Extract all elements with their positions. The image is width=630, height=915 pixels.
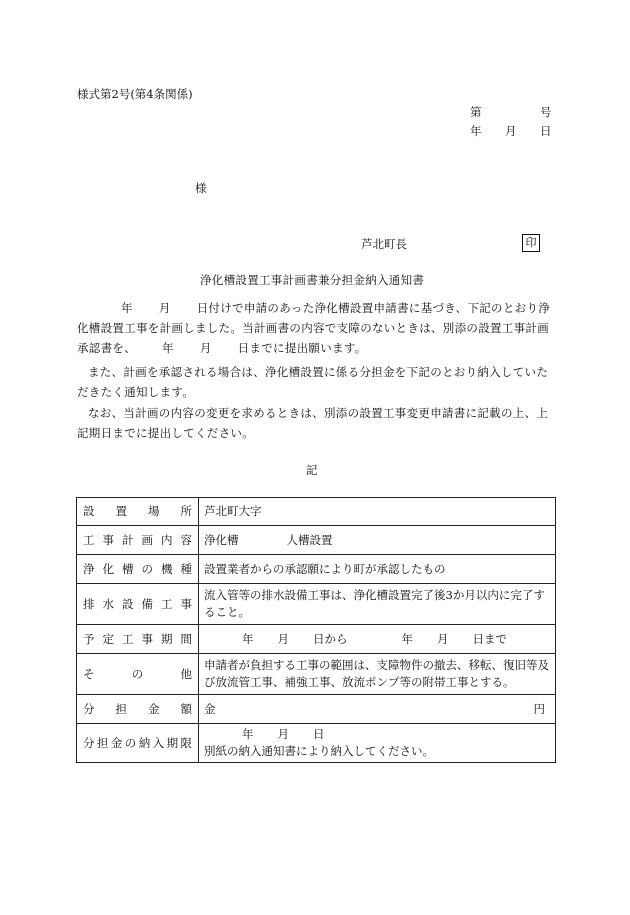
- row-value: 設置業者からの承認願により町が承認したもの: [199, 555, 556, 584]
- row-label: その他: [77, 654, 199, 695]
- form-number: 様式第2号(第4条関係): [77, 87, 193, 101]
- table-row: [77, 498, 556, 526]
- p1-year: 年: [121, 301, 133, 315]
- row-label: 分担金の納入期限: [77, 724, 199, 763]
- p1-month2: 月: [199, 341, 212, 355]
- ki-label: 記: [306, 463, 318, 477]
- row-value: 浄化槽 人槽設置: [199, 526, 556, 555]
- addressee-suffix: 様: [195, 181, 207, 195]
- row-label: 設置場所: [77, 498, 199, 526]
- seal-icon: 印: [522, 234, 540, 252]
- row-label: 分担金額: [77, 695, 199, 724]
- p1-year2: 年: [162, 341, 174, 355]
- row-label: 予定工事期間: [77, 625, 199, 654]
- date-month: 月: [505, 124, 517, 138]
- details-table: [76, 497, 556, 763]
- row-value: 芦北町大字: [199, 498, 556, 526]
- table-row: [77, 526, 556, 555]
- row-label: 排水設備工事: [77, 584, 199, 625]
- body-paragraph-1: [77, 298, 555, 358]
- table-row: [77, 724, 556, 763]
- row-value: 金 円: [199, 695, 556, 724]
- table-row: [77, 584, 556, 625]
- date-year: 年: [470, 124, 482, 138]
- doc-no-go: 号: [540, 105, 552, 119]
- document-title: 浄化槽設置工事計画書兼分担金納入通知書: [200, 273, 425, 287]
- row-value: 年 月 日から 年 月 日まで: [199, 625, 556, 654]
- body-paragraph-2: また、計画を承認される場合は、浄化槽設置に係る分担金を下記のとおり納入していただきたく通知します。: [77, 365, 549, 399]
- p1-month: 月: [158, 301, 171, 315]
- issuer: 芦北町長: [361, 237, 407, 251]
- table-row: [77, 695, 556, 724]
- row-label: 工事計画内容: [77, 526, 199, 555]
- p1-text-a: 日付けで申請のあった浄化槽設置申請書に基づき、下記のとおり浄化槽設置工事を計画しました。当計画書の内容で支障のないときは、別添の設置工事計画承認書を、: [77, 301, 551, 355]
- row-value: 申請者が負担する工事の範囲は、支障物件の撤去、移転、復旧等及び放流管工事、補強工事、放流ポンプ等の附帯工事とする。: [199, 654, 556, 695]
- date-day: 日: [540, 124, 552, 138]
- table-row: [77, 625, 556, 654]
- table-row: [77, 555, 556, 584]
- row-value: 流入管等の排水設備工事は、浄化槽設置完了後3か月以内に完了すること。: [199, 584, 556, 625]
- doc-no-dai: 第: [470, 105, 482, 119]
- p1-text-b: 日までに提出願います。: [237, 341, 367, 355]
- row-value: 年 月 日 別紙の納入通知書により納入してください。: [199, 724, 556, 763]
- row-label: 浄化槽の機種: [77, 555, 199, 584]
- table-row: [77, 654, 556, 695]
- body-paragraph-3: なお、当計画の内容の変更を求めるときは、別添の設置工事変更申請書に記載の上、上記期日までに提出してください。: [77, 406, 549, 440]
